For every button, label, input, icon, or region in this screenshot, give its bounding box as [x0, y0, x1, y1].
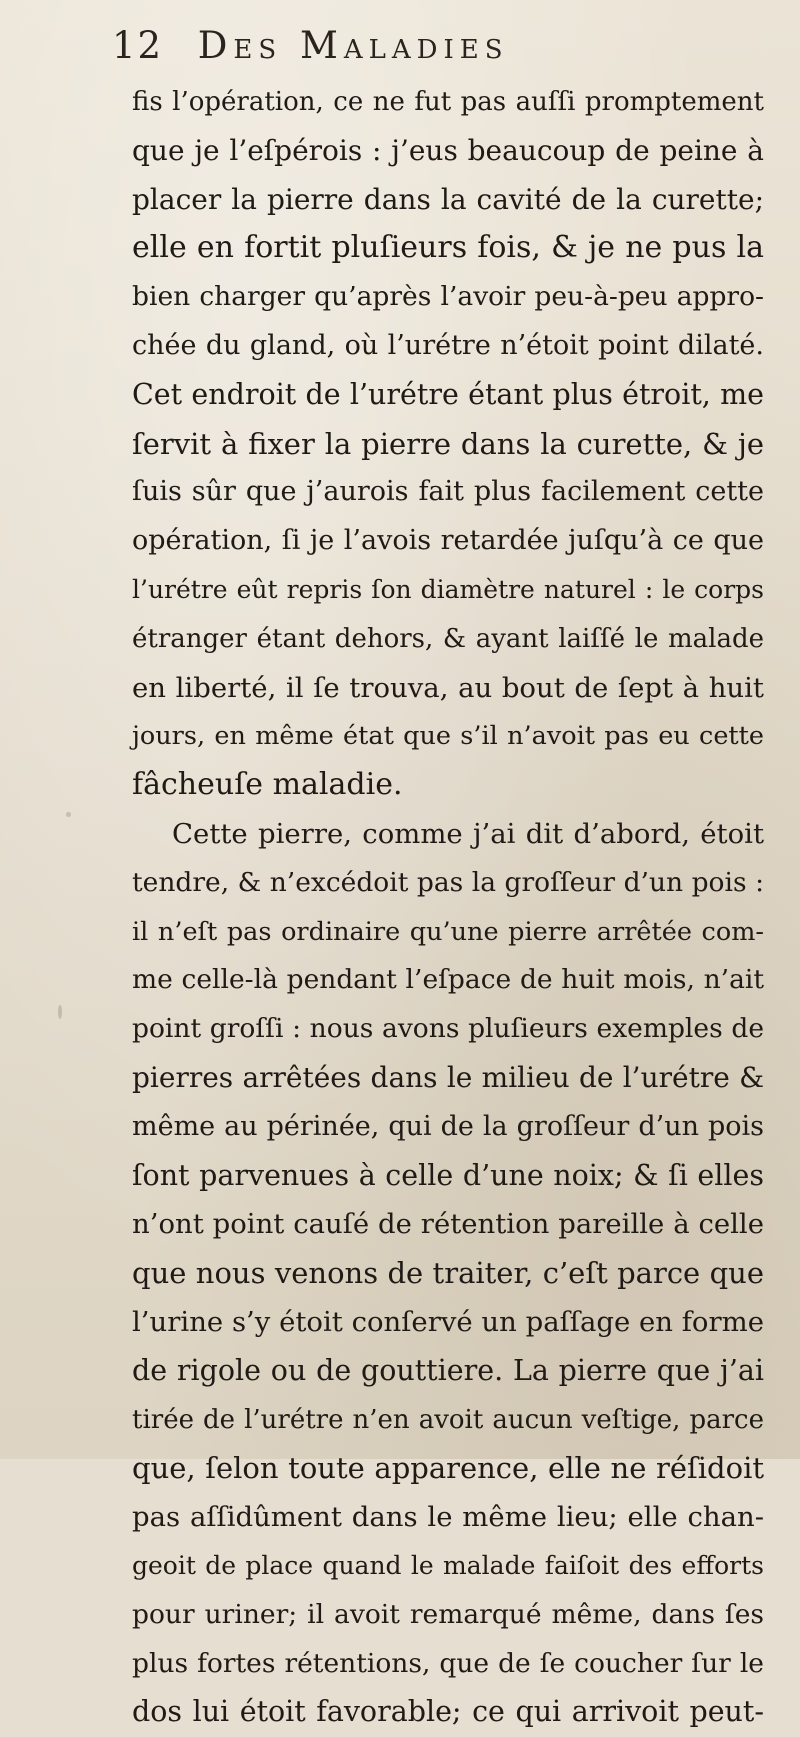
text-line: fâcheuſe maladie. — [132, 767, 403, 803]
text-line: plus fortes rétentions, que de ſe coucher ſur le — [132, 1647, 764, 1679]
running-title: Des Maladies — [197, 24, 509, 67]
text-line: l’urétre eût repris ſon diamètre naturel : le corps — [132, 574, 764, 604]
text-line: ſont parvenues à celle d’une noix; & ſi elles — [132, 1158, 764, 1192]
text-line: étranger étant dehors, & ayant laiſſé le malade — [132, 623, 764, 654]
text-line: me celle-là pendant l’eſpace de huit mois, n’ait — [132, 964, 764, 996]
text-line: geoit de place quand le malade faiſoit des efforts — [132, 1550, 764, 1580]
page-header — [112, 22, 672, 70]
text-line: placer la pierre dans la cavité de la curette; — [132, 182, 764, 216]
text-line: même au périnée, qui de la groſſeur d’un pois — [132, 1110, 764, 1142]
text-line: elle en fortit pluſieurs fois, & je ne pus la — [132, 230, 764, 266]
text-line: pierres arrêtées dans le milieu de l’urétre & — [132, 1060, 764, 1094]
text-line: opération, ſi je l’avois retardée juſqu’à ce que — [132, 525, 764, 557]
text-line: en liberté, il ſe trouva, au bout de ſept à huit — [132, 671, 764, 704]
body-text — [132, 78, 764, 1737]
text-line: Cette pierre, comme j’ai dit d’abord, étoit — [172, 817, 764, 850]
text-line: bien charger qu’après l’avoir peu-à-peu appro- — [132, 281, 764, 313]
text-line: chée du gland, où l’urétre n’étoit point dilaté. — [132, 329, 764, 361]
text-line: Cet endroit de l’urétre étant plus étroit, me — [132, 377, 764, 411]
text-line: que nous venons de traiter, c’eſt parce que — [132, 1256, 764, 1291]
text-line: il n’eſt pas ordinaire qu’une pierre arrêtée com- — [132, 916, 764, 947]
text-line: que je l’eſpérois : j’eus beaucoup de peine à — [132, 133, 764, 167]
text-line: fis l’opération, ce ne fut pas auſſi promptement — [132, 87, 764, 117]
text-line: dos lui étoit favorable; ce qui arrivoit peut- — [132, 1695, 764, 1729]
text-line: jours, en même état que s’il n’avoit pas eu cette — [132, 721, 764, 752]
text-line: pour uriner; il avoit remarqué même, dans ſes — [132, 1598, 764, 1630]
ink-spot — [58, 1005, 62, 1019]
ink-spot — [66, 812, 71, 817]
text-line: tirée de l’urétre n’en avoit aucun veſtige, parce — [132, 1404, 764, 1435]
text-line: que, ſelon toute apparence, elle ne réſidoit — [132, 1451, 764, 1486]
text-line: de rigole ou de gouttiere. La pierre que j’ai — [132, 1353, 764, 1387]
text-line: n’ont point cauſé de rétention pareille à celle — [132, 1208, 764, 1241]
text-line: tendre, & n’excédoit pas la groſſeur d’un pois : — [132, 866, 764, 898]
page-number: 12 — [112, 24, 164, 67]
text-line: pas aſſidûment dans le même lieu; elle chan- — [132, 1501, 764, 1534]
text-line: ſervit à fixer la pierre dans la curette, & je — [132, 426, 764, 461]
text-line: ſuis sûr que j’aurois fait plus facilement cette — [132, 476, 764, 508]
text-line: l’urine s’y étoit conſervé un paſſage en forme — [132, 1305, 764, 1338]
text-line: point groſſi : nous avons pluſieurs exemples de — [132, 1013, 764, 1045]
